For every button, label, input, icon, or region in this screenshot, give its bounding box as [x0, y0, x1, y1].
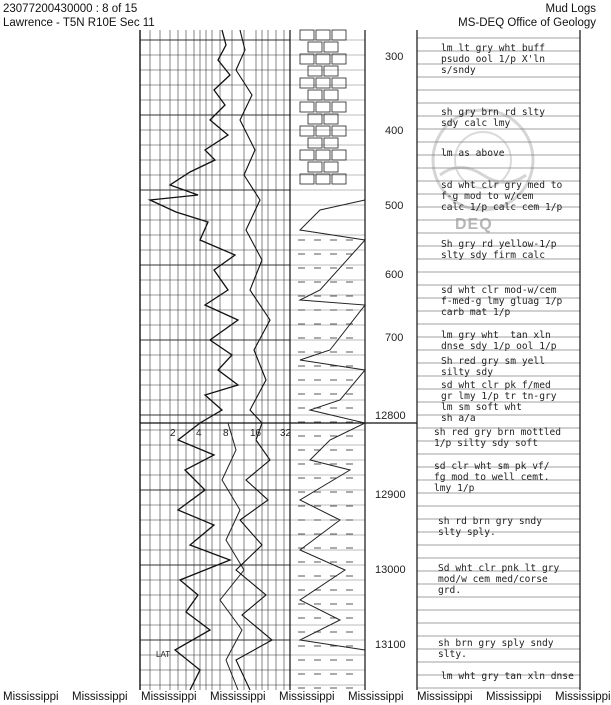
footer-label: Mississippi — [348, 691, 404, 703]
resistivity-curve — [236, 30, 272, 690]
limestone-brick — [324, 162, 338, 172]
lithology-description: Sh red gry sm yell silty sdy — [441, 356, 545, 378]
lithology-description: sd wht clr gry med to f-g mod to w/cem calc 1/p calc cem 1/p — [441, 180, 563, 213]
limestone-brick — [332, 54, 346, 64]
limestone-brick — [316, 54, 330, 64]
limestone-brick — [332, 150, 346, 160]
document-type-label: Mud Logs — [545, 3, 596, 15]
footer-label: Mississippi — [210, 691, 266, 703]
well-id-page: 23077200430000 : 8 of 15 — [3, 3, 138, 15]
depth-label: 400 — [385, 125, 404, 137]
watermark-text: DEQ — [455, 216, 493, 233]
lithology-track-grid — [290, 40, 365, 685]
lithology-description: sh rd brn gry sndy slty sply. — [438, 516, 542, 538]
limestone-brick — [316, 126, 330, 136]
limestone-brick — [332, 78, 346, 88]
limestone-brick — [332, 174, 346, 184]
lithology-description: sh gry brn rd slty sdy calc lmy — [441, 107, 545, 129]
lithology-description: lm gry wht tan xln dnse sdy 1/p ool 1/p — [441, 330, 557, 352]
limestone-brick — [332, 126, 346, 136]
limestone-brick — [300, 174, 314, 184]
agency-label: MS-DEQ Office of Geology — [458, 17, 596, 29]
limestone-brick — [300, 30, 314, 40]
lithology-description: sh brn gry sply sndy slty. — [438, 638, 554, 660]
limestone-pattern — [300, 30, 346, 184]
limestone-brick — [332, 102, 346, 112]
limestone-brick — [308, 138, 322, 148]
lithology-description: sd clr wht sm pk vf/ fg mod to well cemt. lmy 1/p — [434, 461, 550, 494]
depth-label: 700 — [385, 332, 404, 344]
curve-track-grid — [140, 30, 290, 690]
limestone-brick — [308, 162, 322, 172]
limestone-brick — [316, 174, 330, 184]
limestone-brick — [324, 114, 338, 124]
depth-label: 12800 — [375, 410, 406, 422]
lithology-description: sh red gry brn mottled 1/p silty sdy soft — [434, 427, 562, 449]
limestone-brick — [300, 54, 314, 64]
scale-label: 4 — [196, 428, 202, 439]
limestone-brick — [324, 90, 338, 100]
scale-label: 16 — [250, 428, 262, 439]
footer-label: Mississippi — [72, 691, 128, 703]
lithology-description: sd wht clr pk f/med gr lmy 1/p tr tn-gry lm sm soft wht sh a/a — [441, 380, 557, 424]
scale-label: 8 — [223, 428, 229, 439]
scale-label: 2 — [170, 428, 176, 439]
scale-label: 32 — [280, 428, 292, 439]
lithology-description: Sh gry rd yellow-1/p slty sdy firm calc — [441, 239, 557, 261]
footer-label: Mississippi — [3, 691, 59, 703]
limestone-brick — [308, 66, 322, 76]
limestone-brick — [308, 114, 322, 124]
limestone-brick — [332, 30, 346, 40]
limestone-brick — [308, 90, 322, 100]
footer-label: Mississippi — [555, 691, 611, 703]
limestone-brick — [316, 30, 330, 40]
limestone-brick — [300, 102, 314, 112]
lithology-description: lm lt gry wht buff psudo ool 1/p X'ln s/sndy — [441, 43, 545, 76]
footer-label: Mississippi — [279, 691, 335, 703]
limestone-brick — [324, 66, 338, 76]
footer-label: Mississippi — [417, 691, 473, 703]
depth-label: 300 — [385, 51, 404, 63]
depth-label: 500 — [385, 200, 404, 212]
depth-label: 13100 — [375, 639, 406, 651]
depth-label: 13000 — [375, 564, 406, 576]
lithology-description: Sd wht clr pnk lt gry mod/w cem med/corse grd. — [438, 563, 560, 596]
footer-label: Mississippi — [141, 691, 197, 703]
lithology-description: lm as above — [441, 148, 505, 159]
limestone-brick — [324, 42, 338, 52]
footer-label: Mississippi — [486, 691, 542, 703]
limestone-brick — [316, 150, 330, 160]
depth-label: 12900 — [375, 489, 406, 501]
limestone-brick — [300, 150, 314, 160]
limestone-brick — [308, 42, 322, 52]
lithology-description: sd wht clr mod-w/cem f-med-g lmy gluag 1/p carb mat 1/p — [441, 285, 563, 318]
limestone-brick — [300, 78, 314, 88]
lithology-description: lm wht gry tan xln dnse — [441, 671, 574, 682]
lat-label: LAT — [156, 650, 171, 659]
lithology-curve — [300, 200, 365, 650]
limestone-brick — [324, 138, 338, 148]
limestone-brick — [316, 78, 330, 88]
limestone-brick — [316, 102, 330, 112]
location-label: Lawrence - T5N R10E Sec 11 — [3, 17, 155, 29]
depth-label: 600 — [385, 269, 404, 281]
limestone-brick — [300, 126, 314, 136]
